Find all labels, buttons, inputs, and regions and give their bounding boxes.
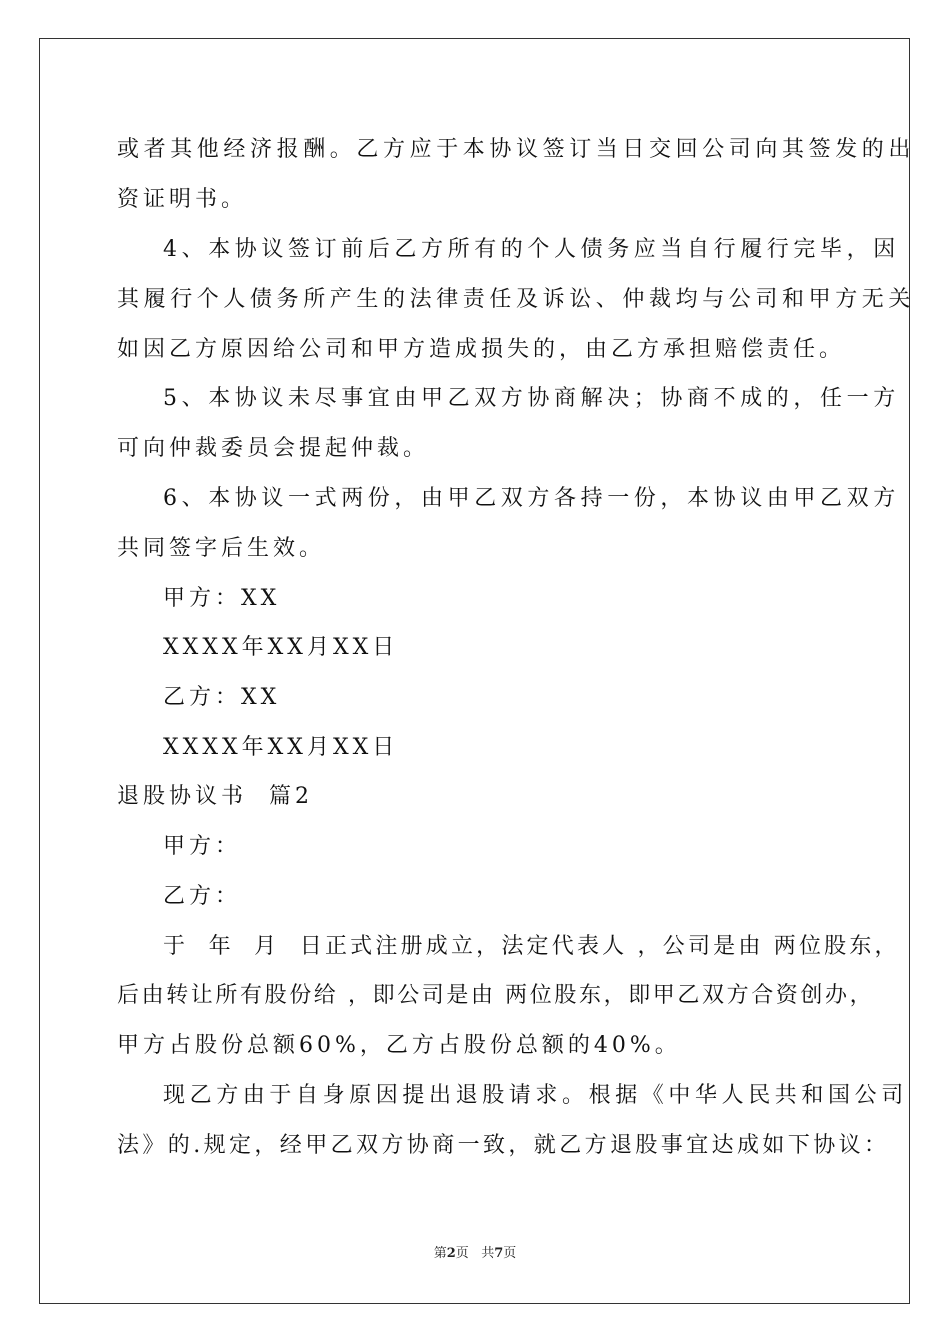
party-b-signature: 乙方：XX [163, 685, 281, 710]
party-b-date: XXXX年XX月XX日 [163, 735, 399, 760]
body-line-1: 或者其他经济报酬。乙方应于本协议签订当日交回公司向其签发的出 [117, 137, 916, 162]
clause-5-line-2: 可向仲裁委员会提起仲裁。 [117, 436, 430, 461]
section-title: 退股协议书 篇2 [117, 784, 313, 809]
party-a-date: XXXX年XX月XX日 [163, 635, 399, 660]
clause-6-line-2: 共同签字后生效。 [117, 536, 326, 561]
footer-total-prefix: 共 [481, 1246, 495, 1261]
request-line-1: 现乙方由于自身原因提出退股请求。根据《中华人民共和国公司 [163, 1083, 908, 1108]
page-border [39, 38, 910, 1304]
body-line-2: 资证明书。 [117, 187, 248, 212]
footer-total-pages: 7 [494, 1246, 504, 1261]
request-line-2: 法》的.规定，经甲乙双方协商一致，就乙方退股事宜达成如下协议： [117, 1133, 890, 1158]
party-a-signature: 甲方：XX [163, 586, 281, 611]
party-a-label: 甲方： [163, 834, 242, 859]
footer-page-number: 2 [446, 1246, 456, 1261]
footer-page-suffix: 页 [455, 1246, 469, 1261]
clause-4-line-3: 如因乙方原因给公司和甲方造成损失的，由乙方承担赔偿责任。 [117, 337, 846, 362]
page-footer [0, 1245, 950, 1263]
clause-6-line-1: 6、本协议一式两份，由甲乙双方各持一份，本协议由甲乙双方 [163, 486, 900, 511]
footer-prefix: 第 [433, 1246, 447, 1261]
intro-line-2: 后由转让所有股份给 ，即公司是由 两位股东，即甲乙双方合资创办， [117, 983, 875, 1008]
clause-4-line-2: 其履行个人债务所产生的法律责任及诉讼、仲裁均与公司和甲方无关 [117, 287, 916, 312]
footer-total-suffix: 页 [503, 1246, 517, 1261]
clause-4-line-1: 4、本协议签订前后乙方所有的个人债务应当自行履行完毕，因 [163, 237, 900, 262]
intro-line-3: 甲方占股份总额60%，乙方占股份总额的40%。 [117, 1033, 681, 1058]
clause-5-line-1: 5、本协议未尽事宜由甲乙双方协商解决；协商不成的，任一方 [163, 386, 900, 411]
intro-line-1: 于 年 月 日正式注册成立，法定代表人 ，公司是由 两位股东， [163, 934, 900, 959]
party-b-label: 乙方： [163, 884, 242, 909]
